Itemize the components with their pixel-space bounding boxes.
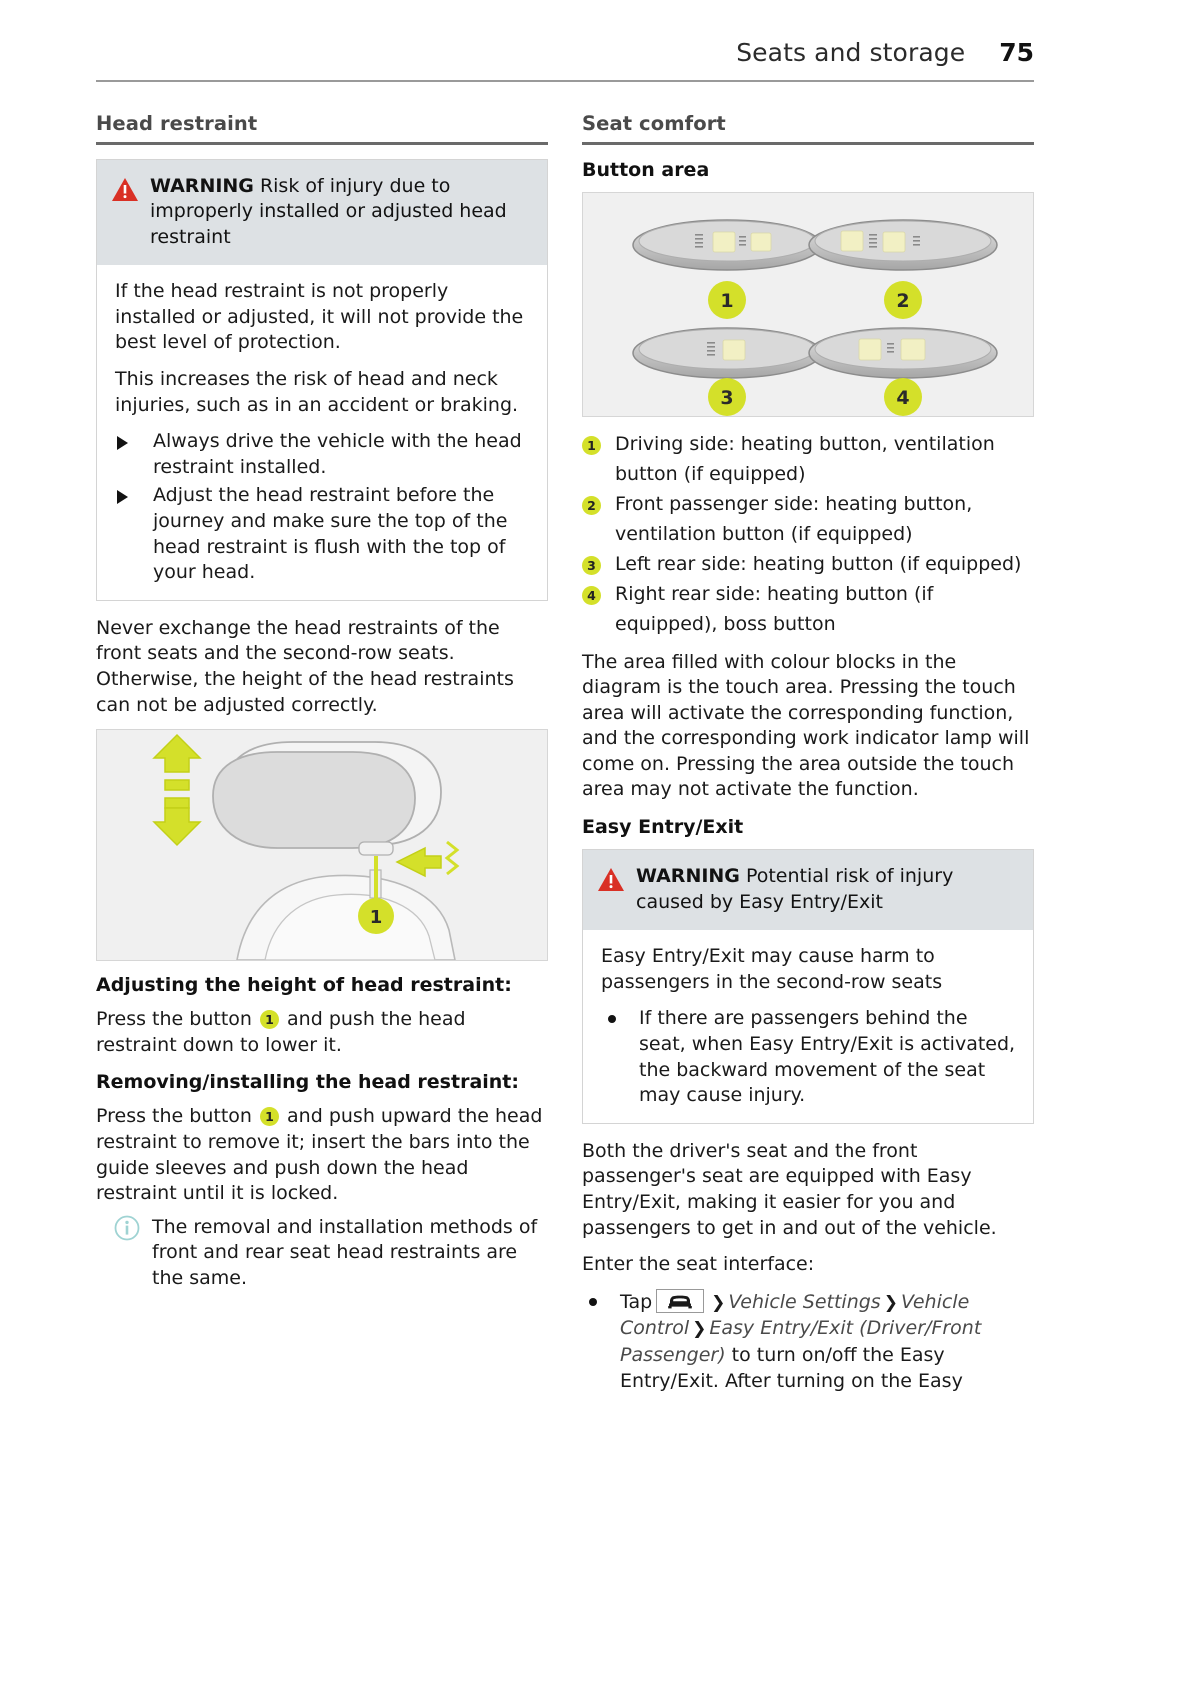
header-divider (96, 80, 1034, 82)
warning-triangle-icon (111, 177, 139, 251)
warning-box-easy-entry (582, 849, 1034, 1124)
info-note (96, 1215, 548, 1292)
figure-callout-1: 1 (369, 907, 383, 929)
dot-bullet-icon (589, 1298, 597, 1306)
list-item (115, 483, 531, 585)
warning-label: WARNING (150, 174, 254, 197)
adjust-text-before: Press the button (96, 1008, 252, 1031)
inline-callout-badge: 1 (260, 1107, 279, 1126)
list-item-text: If there are passengers behind the seat, when Easy Entry/Exit is activated, the backward movement of the seat may cause injury. (639, 1007, 1016, 1107)
chevron-right-icon: ❯ (711, 1292, 726, 1313)
heading-adjusting-height: Adjusting the height of head restraint: (96, 974, 512, 997)
head-restraint-illustration (96, 729, 548, 961)
vehicle-settings-car-icon[interactable] (656, 1289, 704, 1313)
heading-removing-installing: Removing/installing the head restraint: (96, 1071, 519, 1094)
tap-instruction-tail: to turn on/off the Easy Entry/Exit. After turning on the Easy (620, 1343, 963, 1392)
chevron-right-icon: ❯ (883, 1292, 898, 1313)
warning-headline (150, 174, 531, 251)
menu-path-easy-entry-exit: Easy Entry/Exit (Driver/Front Passenger) (620, 1317, 982, 1366)
warning-paragraph: If the head restraint is not properly installed or adjusted, it will not provide the best level of protection. (115, 280, 524, 354)
section-title-seat-comfort: Seat comfort (582, 112, 726, 135)
section-divider (582, 142, 1034, 145)
adjust-text-after: and push the head restraint down to lower it. (96, 1008, 466, 1056)
svg-text:3: 3 (720, 386, 734, 409)
section-divider (96, 142, 548, 145)
button-panel-1 (633, 220, 821, 270)
warning-paragraph: This increases the risk of head and neck injuries, such as in an accident or braking. (115, 368, 519, 416)
list-item-text: Right rear side: heating button (if equipped), boss button (615, 582, 934, 635)
warning-headline (636, 864, 1017, 915)
svg-text:2: 2 (896, 289, 910, 312)
paragraph-easy-entry: Both the driver's seat and the front passenger's seat are equipped with Easy Entry/Exit, making it easier for you and passengers to get in and out of the vehicle. (582, 1139, 997, 1239)
menu-path-vehicle-control: Vehicle Control (620, 1290, 970, 1340)
menu-path-vehicle-settings: Vehicle Settings (728, 1290, 881, 1313)
section-title-head-restraint: Head restraint (96, 112, 258, 135)
page-title: Seats and storage (736, 38, 966, 67)
list-item (582, 1289, 1034, 1394)
warning-header (583, 850, 1033, 930)
svg-text:1: 1 (720, 289, 734, 312)
heading-easy-entry-exit: Easy Entry/Exit (582, 816, 744, 839)
right-column (582, 112, 1034, 1394)
list-item (115, 429, 531, 480)
svg-text:4: 4 (896, 386, 910, 409)
triangle-bullet-icon (117, 436, 128, 450)
callout-legend-list (582, 429, 1034, 639)
warning-body (97, 265, 547, 600)
callout-badge: 4 (582, 586, 601, 605)
callout-badge: 3 (582, 556, 601, 575)
list-item (601, 1006, 1017, 1108)
list-item (582, 489, 1034, 549)
list-item-text: Left rear side: heating button (if equipped) (615, 552, 1022, 575)
warning-body (583, 930, 1033, 1123)
button-panel-3 (633, 328, 821, 378)
tap-label: Tap (620, 1290, 653, 1313)
warning-paragraph: Easy Entry/Exit may cause harm to passengers in the second-row seats (601, 945, 943, 993)
tap-instruction-list (582, 1289, 1034, 1394)
dot-bullet-icon (608, 1015, 616, 1023)
button-panel-4 (809, 328, 997, 378)
page-number: 75 (999, 38, 1034, 67)
warning-label: WARNING (636, 865, 740, 888)
seat-button-area-illustration (582, 192, 1034, 417)
list-item (582, 549, 1034, 579)
list-item-text: Always drive the vehicle with the head restraint installed. (153, 430, 522, 478)
paragraph-touch-area: The area filled with colour blocks in the diagram is the touch area. Pressing the touch area will activate the corresponding function, and the corresponding work indicator lamp will come on. Pressing the area outside the touch area may not activate the function. (582, 650, 1030, 801)
page-header (96, 38, 1034, 67)
warning-headline-text: Potential risk of injury caused by Easy Entry/Exit (636, 865, 954, 913)
button-panel-2 (809, 220, 997, 270)
paragraph-remove-install (96, 1104, 548, 1206)
warning-box-head-restraint (96, 159, 548, 601)
info-circle-icon (114, 1215, 140, 1292)
info-note-text: The removal and installation methods of front and rear seat head restraints are the same. (152, 1215, 538, 1289)
triangle-bullet-icon (117, 490, 128, 504)
warning-headline-text: Risk of injury due to improperly installed or adjusted head restraint (150, 174, 507, 248)
callout-badge: 1 (582, 436, 601, 455)
list-item (582, 429, 1034, 489)
label-enter-seat-interface: Enter the seat interface: (582, 1253, 815, 1276)
callout-badge: 2 (582, 496, 601, 515)
heading-button-area: Button area (582, 158, 710, 181)
chevron-right-icon: ❯ (692, 1319, 707, 1340)
warning-bullet-list (601, 1006, 1017, 1108)
list-item-text: Front passenger side: heating button, ventilation button (if equipped) (615, 492, 973, 545)
warning-header (97, 160, 547, 266)
inline-callout-badge: 1 (260, 1010, 279, 1029)
remove-text-after: and push upward the head restraint to remove it; insert the bars into the guide sleeves and push down the head restraint until it is locked. (96, 1105, 543, 1205)
warning-action-list (115, 429, 531, 586)
warning-triangle-icon (597, 867, 625, 915)
list-item-text: Adjust the head restraint before the journey and make sure the top of the head restraint is flush with the top of your head. (153, 484, 508, 584)
list-item-text: Driving side: heating button, ventilation button (if equipped) (615, 432, 995, 485)
left-column (96, 112, 548, 1292)
paragraph-adjust-height (96, 1007, 548, 1058)
paragraph-never-exchange: Never exchange the head restraints of the front seats and the second-row seats. Otherwise, the height of the head restraints can not be adjusted correctly. (96, 616, 514, 716)
list-item (582, 579, 1034, 639)
remove-text-before: Press the button (96, 1105, 252, 1128)
manual-page (96, 0, 1034, 1703)
